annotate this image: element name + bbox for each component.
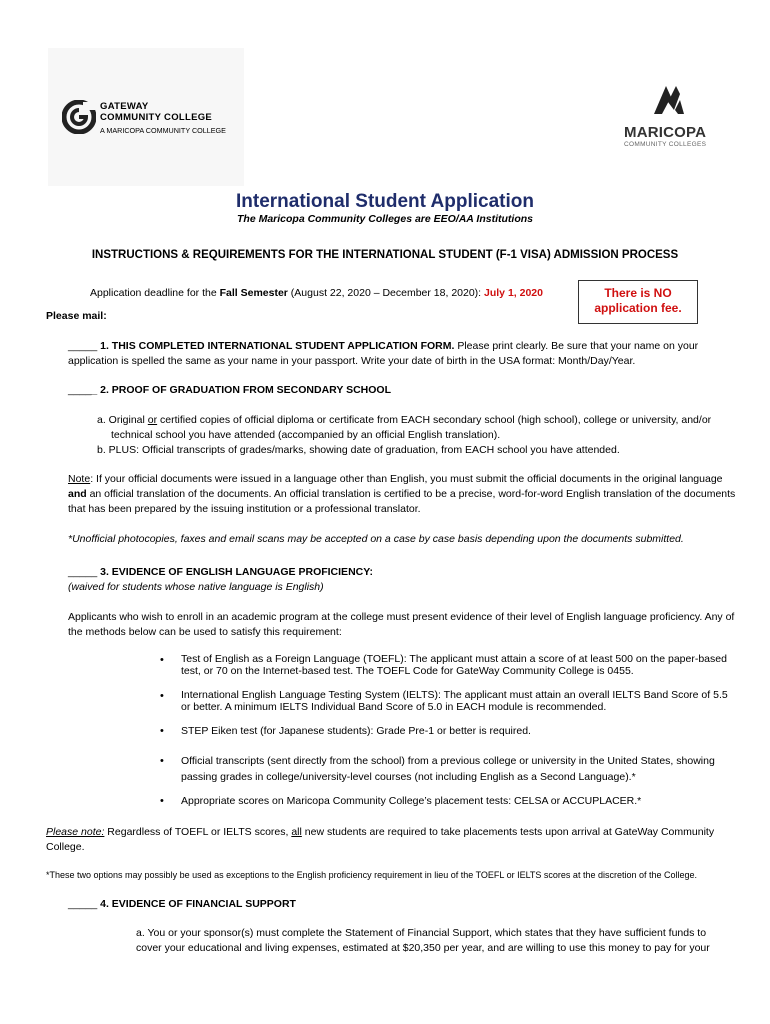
deadline-dates: (August 22, 2020 – December 18, 2020):	[287, 287, 485, 299]
maricopa-logo-icon	[648, 80, 686, 118]
fee-line1: There is NO	[604, 286, 672, 300]
item2-heading	[68, 383, 391, 398]
item1-line2: application is spelled the same as your name in your passport. Write your date of birth in the USA format: Month/Day/Year.	[68, 355, 636, 367]
placement-note-all: all	[291, 826, 302, 838]
item1-label: 1. THIS COMPLETED INTERNATIONAL STUDENT APPLICATION FORM.	[97, 340, 455, 352]
item4-heading	[68, 897, 296, 912]
placement-note-post: new students are required to take placements tests upon arrival at GateWay Community	[301, 826, 715, 838]
placement-note-line2: College.	[46, 841, 85, 853]
deadline-prefix: Application deadline for the	[90, 287, 220, 299]
item2-a-line1	[97, 413, 711, 428]
item1-text: Please print clearly. Be sure that your name on your	[454, 340, 699, 352]
item2-note-text1: : If your official documents were issued in a language other than English, you must submit the official documents in the original language	[90, 473, 723, 485]
item2-blank: ____	[68, 384, 92, 396]
bullet-icon: •	[160, 654, 164, 666]
deadline-semester: Fall Semester	[219, 287, 288, 299]
placement-note-line1	[46, 825, 714, 840]
item2-note-line1	[68, 472, 723, 487]
page-subtitle: The Maricopa Community Colleges are EEO/AA Institutions	[237, 213, 533, 225]
maricopa-logo-name: MARICOPA	[624, 124, 707, 141]
gateway-logo-icon	[62, 100, 96, 134]
bullet-icon: •	[160, 755, 164, 767]
bullet-icon: •	[160, 690, 164, 702]
item2-note-line3: that has been prepared by the issuing institution or a professional translator.	[68, 503, 421, 515]
fee-line2: application fee.	[594, 301, 682, 315]
item3-heading	[68, 565, 373, 580]
item2-a-line2: technical school you have attended (accompanied by an official English translation).	[111, 429, 501, 441]
bullet-toefl-line2: test, or 70 on the Internet-based test. The TOEFL Code for GateWay Community College is 0455.	[181, 665, 634, 677]
item2-a-text: certified copies of official diploma or certificate from EACH secondary school (high school), college or university, and/or	[157, 414, 712, 426]
bullet-ielts-line1: International English Language Testing System (IELTS): The applicant must attain an overall IELTS Band Score of 5.5	[181, 689, 728, 701]
bullet-icon: •	[160, 795, 164, 807]
gateway-logo-line2: COMMUNITY COLLEGE	[100, 112, 213, 123]
item3-blank: _____	[68, 566, 98, 578]
placement-note-pre: Regardless of TOEFL or IELTS scores,	[104, 826, 292, 838]
item2-note-line2	[68, 487, 735, 502]
item2-note-and: and	[68, 488, 87, 500]
bullet-placement: Appropriate scores on Maricopa Community College’s placement tests: CELSA or ACCUPLACER.*	[181, 795, 642, 807]
item2-label: _ 2. PROOF OF GRADUATION FROM SECONDARY SCHOOL	[91, 384, 392, 396]
bullet-icon: •	[160, 725, 164, 737]
item3-intro-line2: the methods below can be used to satisfy this requirement:	[68, 626, 342, 638]
bullet-transcripts-line1: Official transcripts (sent directly from the school) from a previous college or university in the United States, showing	[181, 755, 715, 767]
placement-note-label: Please note:	[46, 826, 105, 838]
please-mail-label: Please mail:	[46, 310, 107, 322]
item3-label: 3. EVIDENCE OF ENGLISH LANGUAGE PROFICIENCY:	[97, 566, 373, 578]
bullet-eiken: STEP Eiken test (for Japanese students): Grade Pre-1 or better is required.	[181, 725, 531, 737]
item2-note-text2: an official translation of the documents. An official translation is certified to be a precise, word-for-word English translation of the documents	[86, 488, 736, 500]
gateway-logo-line1: GATEWAY	[100, 101, 149, 112]
item2-a-or: or	[147, 414, 158, 426]
gateway-logo-line3: A MARICOPA COMMUNITY COLLEGE	[100, 126, 226, 135]
bullet-transcripts-line2: passing grades in college/university-level courses (not including English as a Second Language).*	[181, 771, 636, 783]
no-fee-box	[578, 280, 698, 324]
item2-note-label: Note	[68, 473, 91, 485]
item4-blank: _____	[68, 898, 98, 910]
bullet-ielts-line2: or better. A minimum IELTS Individual Band Score of 5.0 in EACH module is recommended.	[181, 701, 607, 713]
item4-a-line2: cover your educational and living expenses, estimated at $20,350 per year, and are willing to use this money to pay for your	[136, 942, 710, 954]
item4-a-line1: a. You or your sponsor(s) must complete the Statement of Financial Support, which states that they have sufficient funds to	[136, 927, 707, 939]
item4-label: 4. EVIDENCE OF FINANCIAL SUPPORT	[97, 898, 296, 910]
item2-a-prefix: a. Original	[97, 414, 148, 426]
exceptions-footnote: *These two options may possibly be used as exceptions to the English proficiency requirement in lieu of the TOEFL or IELTS scores at the discretion of the College.	[46, 870, 698, 880]
item1-line1	[68, 339, 698, 354]
unofficial-docs-note: *Unofficial photocopies, faxes and email scans may be accepted on a case by case basis depending upon the documents submitted.	[68, 533, 684, 545]
deadline-line	[90, 286, 543, 301]
item3-waived: (waived for students whose native language is English)	[68, 581, 324, 593]
item2-b: b. PLUS: Official transcripts of grades/marks, showing date of graduation, from EACH school you have attended.	[97, 444, 620, 456]
item1-blank: _____	[68, 340, 98, 352]
section-heading: INSTRUCTIONS & REQUIREMENTS FOR THE INTERNATIONAL STUDENT (F-1 VISA) ADMISSION PROCESS	[91, 249, 679, 261]
page-title: International Student Application	[235, 191, 535, 212]
item3-intro-line1: Applicants who wish to enroll in an academic program at the college must present evidence of their level of English language proficiency. Any of	[68, 611, 735, 623]
deadline-date: July 1, 2020	[484, 287, 543, 299]
maricopa-logo-subtitle: COMMUNITY COLLEGES	[624, 141, 707, 148]
bullet-toefl-line1: Test of English as a Foreign Language (TOEFL): The applicant must attain a score of at least 500 on the paper-based	[181, 653, 727, 665]
